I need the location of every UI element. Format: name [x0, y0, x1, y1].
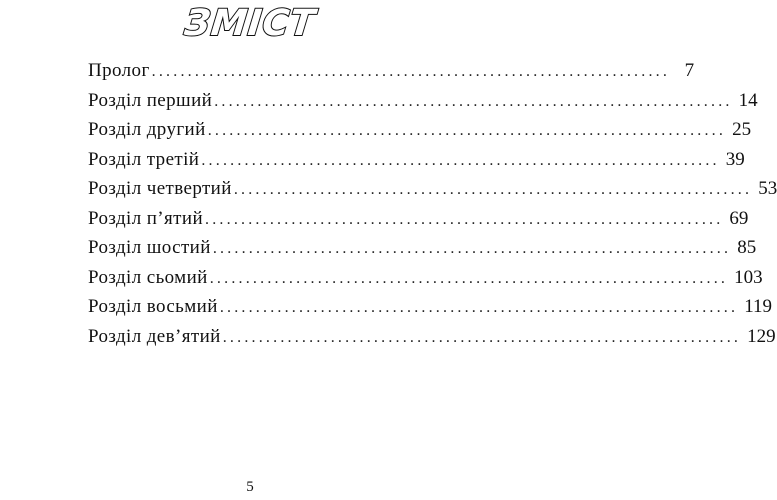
toc-entry-prologue: [88, 56, 695, 86]
dot-leader: ........................................................................: [212, 240, 732, 257]
toc-entry-page: 129: [747, 325, 776, 347]
toc-entry-chapter-8: [88, 292, 773, 322]
toc-entry-label: Розділ дев’ятий: [88, 325, 221, 347]
toc-entry-page: 53: [758, 178, 777, 199]
toc-entry-chapter-7: [88, 263, 763, 293]
toc-entry-chapter-2: [88, 115, 752, 145]
dot-leader: ........................................................................: [222, 328, 742, 346]
toc-entry-page: 39: [725, 148, 745, 170]
toc-entry-chapter-3: [88, 145, 745, 175]
toc-entry-label: Розділ четвертий: [88, 178, 232, 199]
dot-leader: ........................................................................: [205, 210, 724, 228]
toc-entry-label: Розділ перший: [88, 89, 213, 111]
toc-entry-chapter-4: [88, 174, 777, 204]
dot-leader: ........................................................................: [151, 63, 671, 80]
toc-entry-label: Розділ сьомий: [88, 266, 208, 288]
toc-entry-page: 14: [738, 89, 758, 111]
toc-entry-page: 119: [744, 296, 773, 317]
toc-entry-label: Пролог: [88, 60, 150, 81]
dot-leader: ........................................................................: [207, 122, 727, 139]
toc-entry-label: Розділ восьмий: [88, 296, 218, 317]
dot-leader: ........................................................................: [214, 92, 733, 110]
toc-entry-label: Розділ шостий: [88, 237, 211, 258]
toc-entry-label: Розділ п’ятий: [88, 207, 204, 229]
toc-entry-chapter-1: [88, 86, 758, 116]
toc-entry-label: Розділ другий: [88, 119, 206, 140]
dot-leader: ........................................................................: [209, 269, 729, 287]
toc-entry-page: 103: [734, 266, 763, 288]
toc-entry-label: Розділ третій: [88, 148, 200, 170]
toc-entry-page: 7: [684, 60, 695, 81]
dot-leader: ........................................................................: [219, 299, 739, 316]
toc-entry-page: 69: [729, 207, 749, 229]
toc-entry-chapter-6: [88, 233, 757, 263]
page-number: 5: [246, 479, 254, 495]
toc-entry-page: 25: [732, 119, 752, 140]
dot-leader: ........................................................................: [233, 181, 753, 198]
toc-entry-chapter-9: [88, 322, 776, 352]
dot-leader: ........................................................................: [201, 151, 720, 169]
contents-title: ЗМІСТ: [182, 3, 318, 44]
table-of-contents: [88, 56, 777, 351]
toc-entry-page: 85: [737, 237, 757, 258]
toc-entry-chapter-5: [88, 204, 749, 234]
